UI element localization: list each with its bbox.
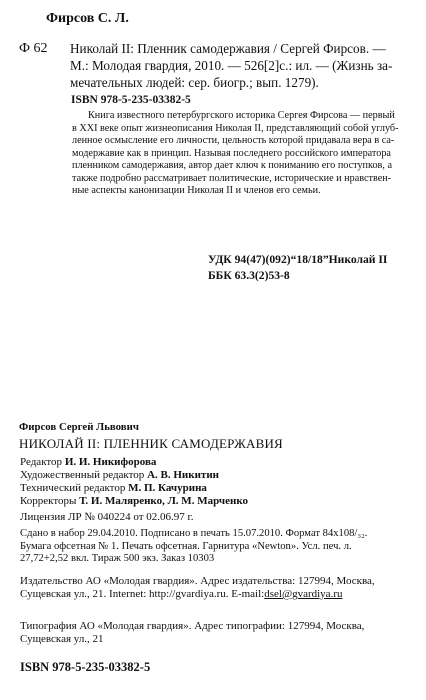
annotation-line: ленное осмысление его личности, цельность которой придавала вера в са- [72, 135, 395, 146]
staff-row [20, 456, 248, 469]
staff-list [20, 456, 248, 508]
imprint-title: НИКОЛАЙ II: ПЛЕННИК САМОДЕРЖАВИЯ [19, 436, 283, 451]
isbn-top: ISBN 978-5-235-03382-5 [71, 94, 191, 106]
annotation-line: модержавие как в принцип. Называя последнего российского императора [72, 147, 391, 159]
author-heading: Фирсов С. Л. [46, 11, 129, 26]
printer-info [20, 620, 364, 646]
annotation-line: в XXI веке опыт жизнеописания Николая II, представляющий собой углуб- [72, 122, 399, 134]
annotation-line: Книга известного петербургского историка Сергея Фирсова — первый [88, 110, 395, 121]
publisher-line: Издательство АО «Молодая гвардия». Адрес издательства: 127994, Москва, [20, 575, 375, 587]
publisher-line-text: Сущевская ул., 21. Internet: http://gvardiya.ru. E-mail: [20, 587, 265, 600]
annotation-line: также подробно рассматривает политические, исторические и нравствен- [72, 172, 392, 184]
printer-line: Сущевская ул., 21 [20, 632, 104, 645]
staff-row [20, 495, 248, 508]
publisher-email-link[interactable]: dsel@gvardiya.ru [264, 587, 343, 600]
bbk-code: ББК 63.3(2)53-8 [208, 269, 290, 282]
staff-row [20, 482, 248, 495]
bib-line: Николай II: Пленник самодержавия / Сергей Фирсов. — [70, 41, 386, 56]
isbn-bottom: ISBN 978-5-235-03382-5 [20, 660, 151, 674]
print-details [20, 528, 367, 566]
publisher-info [20, 575, 375, 601]
classification-code: Ф 62 [19, 41, 48, 56]
staff-row [20, 469, 248, 482]
license-line: Лицензия ЛР № 040224 от 02.06.97 г. [20, 511, 194, 523]
staff-role: Художественный редактор [20, 468, 148, 481]
print-line: Бумага офсетная № 1. Печать офсетная. Гарнитура «Newton». Усл. печ. л. [20, 540, 352, 552]
print-line: Сдано в набор 29.04.2010. Подписано в печать 15.07.2010. Формат 84х108/₃₂. [20, 528, 368, 539]
imprint-author: Фирсов Сергей Львович [19, 421, 139, 433]
annotation [72, 110, 422, 198]
annotation-line: пленником самодержавия, автор дает ключ к пониманию его поступков, а [72, 160, 392, 171]
staff-name: М. П. Качурина [128, 481, 207, 494]
print-line: 27,72+2,52 вкл. Тираж 500 экз. Заказ 10303 [20, 553, 215, 565]
bib-line: мечательных людей: сер. биогр.; вып. 1279). [70, 75, 319, 90]
staff-name: И. И. Никифорова [64, 456, 157, 468]
publisher-line [20, 588, 375, 601]
staff-role: Редактор [20, 456, 65, 468]
printer-line: Типография АО «Молодая гвардия». Адрес типографии: 127994, Москва, [20, 620, 365, 632]
bibliographic-description [70, 40, 420, 91]
staff-role: Технический редактор [20, 481, 129, 494]
staff-name: А. В. Никитин [147, 468, 219, 481]
udk-code: УДК 94(47)(092)“18/18”Николай II [208, 253, 388, 266]
bib-line: М.: Молодая гвардия, 2010. — 526[2]с.: ил. — (Жизнь за- [70, 58, 393, 73]
staff-role: Корректоры [20, 494, 80, 507]
staff-name: Т. И. Маляренко, Л. М. Марченко [79, 494, 249, 507]
annotation-line: ные аспекты канонизации Николая II и членов его семьи. [72, 185, 321, 196]
